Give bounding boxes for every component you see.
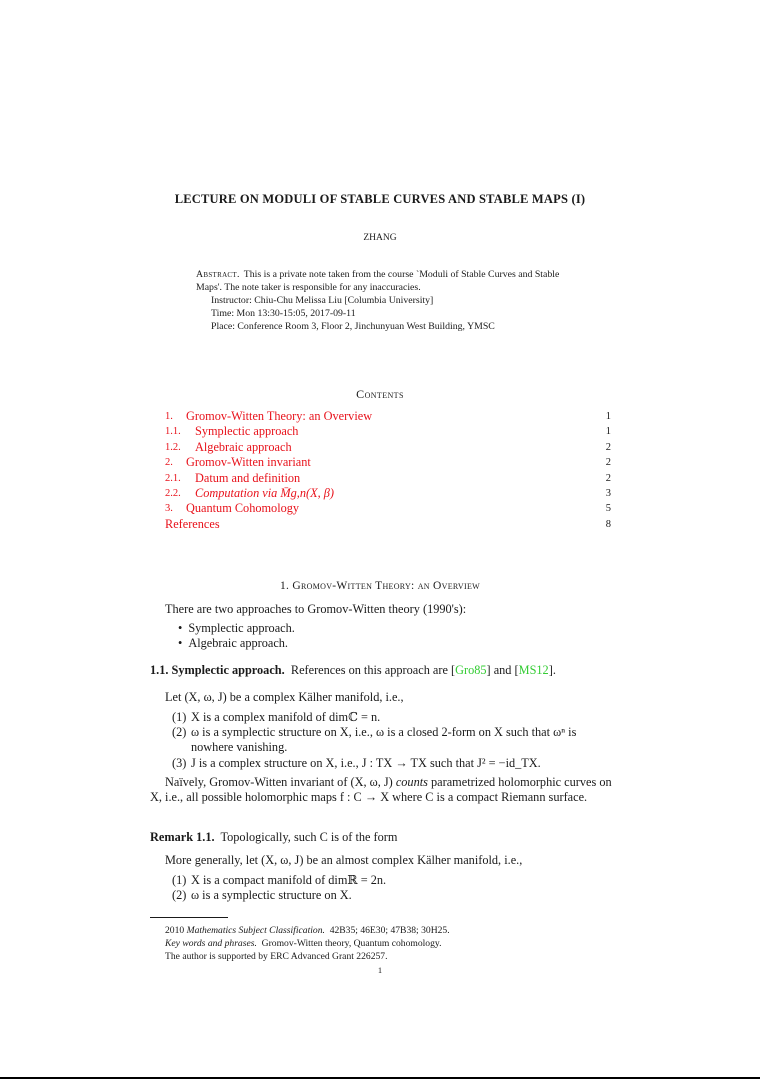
paper-title: LECTURE ON MODULI OF STABLE CURVES AND STABLE MAPS (I) [174, 192, 586, 206]
toc-entry-2[interactable]: 2. Gromov-Witten invariant 2 [165, 455, 611, 470]
section-1-heading: 1. Gromov-Witten Theory: an Overview [279, 580, 481, 592]
abstract-label: Abstract. [196, 269, 240, 280]
bullet-item: • Symplectic approach. [178, 621, 295, 636]
table-of-contents [165, 409, 611, 532]
toc-entry-1-2[interactable]: 1.2. Algebraic approach 2 [165, 439, 611, 454]
footnote-support: The author is supported by ERC Advanced Grant 226257. [165, 951, 388, 962]
section-1-intro: There are two approaches to Gromov-Witten theory (1990's): [165, 602, 467, 616]
abstract-instructor: Instructor: Chiu-Chu Melissa Liu [Columbia University] [211, 295, 434, 306]
list-item: (2) ω is a symplectic structure on X. [172, 888, 352, 903]
list-item: (3) J is a complex structure on X, i.e., J : TX → TX such that J² = −id_TX. [172, 755, 541, 770]
toc-title: Contents [356, 387, 404, 401]
author-name: ZHANG [363, 233, 397, 243]
abstract-time: Time: Mon 13:30-15:05, 2017-09-11 [211, 308, 356, 319]
toc-entry-references[interactable]: References 8 [165, 516, 611, 531]
subsection-heading: 1.1. Symplectic approach. [150, 663, 285, 677]
page-number: 1 [377, 965, 383, 975]
abstract-place: Place: Conference Room 3, Floor 2, Jinchunyuan West Building, YMSC [211, 321, 495, 332]
list-item: (1) X is a complex manifold of dimℂ = n. [172, 710, 381, 724]
approach-bullet-list [178, 621, 295, 651]
footnote-rule [150, 917, 228, 918]
list-item: (2) ω is a symplectic structure on X, i.e., ω is a closed 2-form on X such that ωⁿ is nowhere vanishing. [172, 725, 577, 755]
page-bottom-border [0, 1077, 760, 1079]
toc-entry-3[interactable]: 3. Quantum Cohomology 5 [165, 501, 611, 516]
toc-entry-1[interactable]: 1. Gromov-Witten Theory: an Overview 1 [165, 409, 611, 423]
toc-entry-2-1[interactable]: 2.1. Datum and definition 2 [165, 470, 611, 485]
remark-1-1: Remark 1.1. Topologically, such C is of the form [150, 830, 398, 844]
abstract [196, 268, 576, 333]
list-item: (1) X is a compact manifold of dimℝ = 2n. [172, 873, 387, 887]
citation-gro85[interactable]: Gro85 [455, 663, 487, 677]
almost-complex-paragraph: More generally, let (X, ω, J) be an almost complex Kälher manifold, i.e., [165, 853, 523, 867]
footnote-msc: 2010 Mathematics Subject Classification. 42B35; 46E30; 47B38; 30H25. [165, 925, 450, 936]
kahler-conditions-list [172, 710, 612, 771]
kahler-definition: Let (X, ω, J) be a complex Kälher manifold, i.e., [165, 690, 404, 704]
toc-entry-2-2[interactable]: 2.2. Computation via M̄g,n(X, β) 3 [165, 485, 611, 500]
remark-label: Remark 1.1. [150, 830, 215, 844]
almost-complex-conditions-list [172, 873, 612, 903]
naive-gw-paragraph: Naïvely, Gromov-Witten invariant of (X, ω, J) counts parametrized holomorphic curves on X, i.e., all possible holomorphic maps f : C → X where C is a compact Riemann surface. [150, 775, 612, 805]
subsection-1-1: 1.1. Symplectic approach. References on this approach are [Gro85] and [MS12]. [150, 663, 556, 677]
bullet-item: • Algebraic approach. [178, 636, 295, 651]
footnote-keywords: Key words and phrases. Gromov-Witten theory, Quantum cohomology. [165, 938, 442, 949]
footnotes [165, 924, 615, 963]
citation-ms12[interactable]: MS12 [518, 663, 549, 677]
abstract-text: Abstract. This is a private note taken from the course `Moduli of Stable Curves and Stable Maps'. The note taker is responsible for any inaccuracies. [196, 269, 560, 293]
toc-entry-1-1[interactable]: 1.1. Symplectic approach 1 [165, 424, 611, 439]
